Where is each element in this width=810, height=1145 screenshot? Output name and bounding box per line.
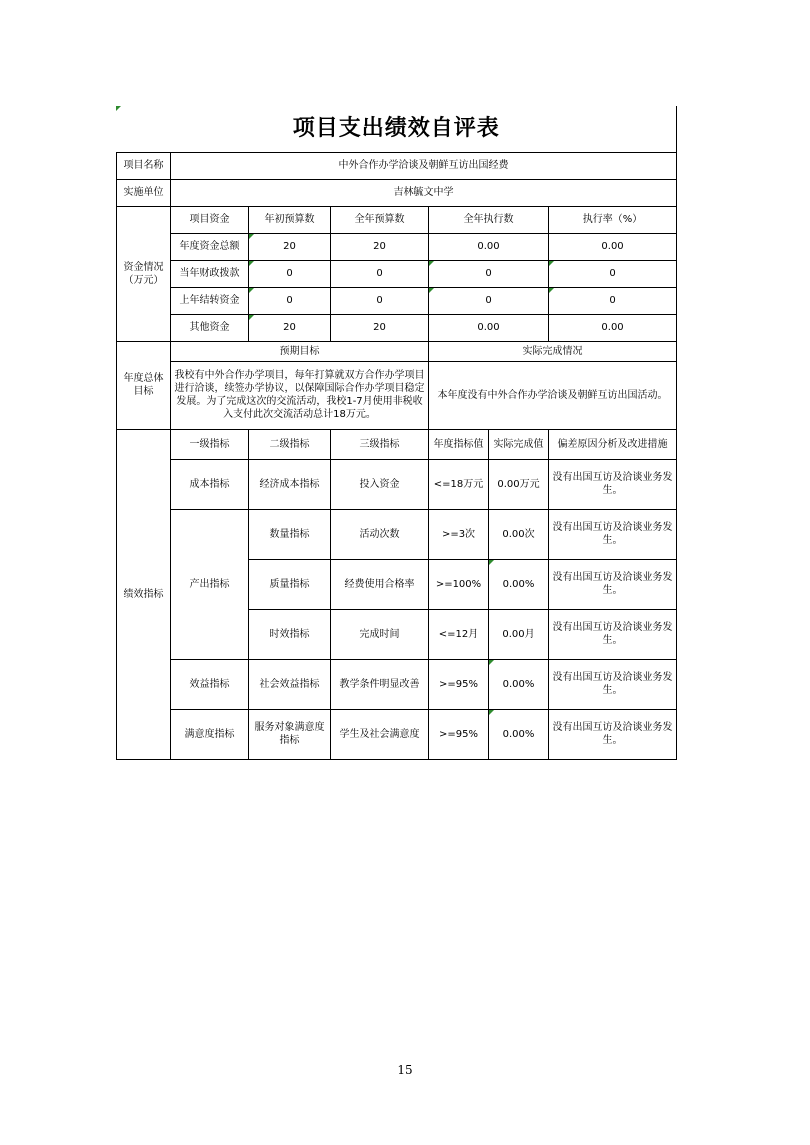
deviation-reason: 没有出国互访及洽谈业务发生。 bbox=[549, 559, 677, 609]
level1-indicator: 产出指标 bbox=[171, 509, 249, 659]
target-value: <=12月 bbox=[429, 609, 489, 659]
level3-indicator: 投入资金 bbox=[331, 459, 429, 509]
performance-header: 一级指标 bbox=[171, 429, 249, 459]
deviation-reason: 没有出国互访及洽谈业务发生。 bbox=[549, 459, 677, 509]
deviation-reason: 没有出国互访及洽谈业务发生。 bbox=[549, 659, 677, 709]
level2-indicator: 时效指标 bbox=[249, 609, 331, 659]
project-name-value: 中外合作办学洽谈及朝鲜互访出国经费 bbox=[171, 152, 677, 179]
funds-cell: 0 bbox=[429, 260, 549, 287]
funds-row-label: 当年财政拨款 bbox=[171, 260, 249, 287]
performance-header: 偏差原因分析及改进措施 bbox=[549, 429, 677, 459]
funds-header: 项目资金 bbox=[171, 206, 249, 233]
deviation-reason: 没有出国互访及洽谈业务发生。 bbox=[549, 609, 677, 659]
performance-label: 绩效指标 bbox=[117, 429, 171, 759]
funds-header: 全年预算数 bbox=[331, 206, 429, 233]
actual-value: 0.00% bbox=[489, 709, 549, 759]
funds-header: 执行率（%） bbox=[549, 206, 677, 233]
level2-indicator: 社会效益指标 bbox=[249, 659, 331, 709]
level1-indicator: 满意度指标 bbox=[171, 709, 249, 759]
level3-indicator: 教学条件明显改善 bbox=[331, 659, 429, 709]
funds-cell: 20 bbox=[249, 314, 331, 341]
funds-cell: 20 bbox=[331, 233, 429, 260]
target-value: >=95% bbox=[429, 709, 489, 759]
performance-header: 二级指标 bbox=[249, 429, 331, 459]
target-value: >=100% bbox=[429, 559, 489, 609]
funds-row-label: 年度资金总额 bbox=[171, 233, 249, 260]
funds-cell: 20 bbox=[249, 233, 331, 260]
level2-indicator: 数量指标 bbox=[249, 509, 331, 559]
deviation-reason: 没有出国互访及洽谈业务发生。 bbox=[549, 509, 677, 559]
target-value: <=18万元 bbox=[429, 459, 489, 509]
expected-goal-text: 我校有中外合作办学项目，每年打算就双方合作办学项目进行洽谈，续签办学协议，以保障国际合作办学项目稳定发展。为了完成这次的交流活动，我校1-7月使用非税收入支付此次交流活动总计18万元。 bbox=[171, 361, 429, 429]
page-number: 15 bbox=[397, 1063, 413, 1077]
funds-row-label: 上年结转资金 bbox=[171, 287, 249, 314]
funds-cell: 0 bbox=[549, 287, 677, 314]
actual-value: 0.00次 bbox=[489, 509, 549, 559]
funds-cell: 0 bbox=[549, 260, 677, 287]
actual-result-text: 本年度没有中外合作办学洽谈及朝鲜互访出国活动。 bbox=[429, 361, 677, 429]
funds-label: 资金情况 （万元） bbox=[117, 206, 171, 341]
level3-indicator: 学生及社会满意度 bbox=[331, 709, 429, 759]
actual-result-header: 实际完成情况 bbox=[429, 341, 677, 361]
performance-evaluation-table bbox=[116, 106, 677, 760]
performance-header: 实际完成值 bbox=[489, 429, 549, 459]
unit-label: 实施单位 bbox=[117, 179, 171, 206]
level3-indicator: 经费使用合格率 bbox=[331, 559, 429, 609]
funds-cell: 20 bbox=[331, 314, 429, 341]
level3-indicator: 活动次数 bbox=[331, 509, 429, 559]
level1-indicator: 成本指标 bbox=[171, 459, 249, 509]
target-value: >=95% bbox=[429, 659, 489, 709]
funds-cell: 0.00 bbox=[429, 233, 549, 260]
level2-indicator: 经济成本指标 bbox=[249, 459, 331, 509]
deviation-reason: 没有出国互访及洽谈业务发生。 bbox=[549, 709, 677, 759]
funds-cell: 0 bbox=[249, 260, 331, 287]
table-title: 项目支出绩效自评表 bbox=[117, 106, 677, 152]
funds-header: 全年执行数 bbox=[429, 206, 549, 233]
funds-row-label: 其他资金 bbox=[171, 314, 249, 341]
funds-cell: 0 bbox=[429, 287, 549, 314]
actual-value: 0.00万元 bbox=[489, 459, 549, 509]
funds-cell: 0 bbox=[331, 287, 429, 314]
funds-cell: 0 bbox=[331, 260, 429, 287]
funds-cell: 0.00 bbox=[549, 233, 677, 260]
actual-value: 0.00月 bbox=[489, 609, 549, 659]
unit-value: 吉林毓文中学 bbox=[171, 179, 677, 206]
performance-header: 三级指标 bbox=[331, 429, 429, 459]
level3-indicator: 完成时间 bbox=[331, 609, 429, 659]
actual-value: 0.00% bbox=[489, 559, 549, 609]
goals-label: 年度总体 目标 bbox=[117, 341, 171, 429]
funds-cell: 0.00 bbox=[429, 314, 549, 341]
actual-value: 0.00% bbox=[489, 659, 549, 709]
level2-indicator: 质量指标 bbox=[249, 559, 331, 609]
performance-header: 年度指标值 bbox=[429, 429, 489, 459]
funds-cell: 0 bbox=[249, 287, 331, 314]
level1-indicator: 效益指标 bbox=[171, 659, 249, 709]
expected-goal-header: 预期目标 bbox=[171, 341, 429, 361]
project-name-label: 项目名称 bbox=[117, 152, 171, 179]
level2-indicator: 服务对象满意度指标 bbox=[249, 709, 331, 759]
target-value: >=3次 bbox=[429, 509, 489, 559]
funds-header: 年初预算数 bbox=[249, 206, 331, 233]
funds-cell: 0.00 bbox=[549, 314, 677, 341]
